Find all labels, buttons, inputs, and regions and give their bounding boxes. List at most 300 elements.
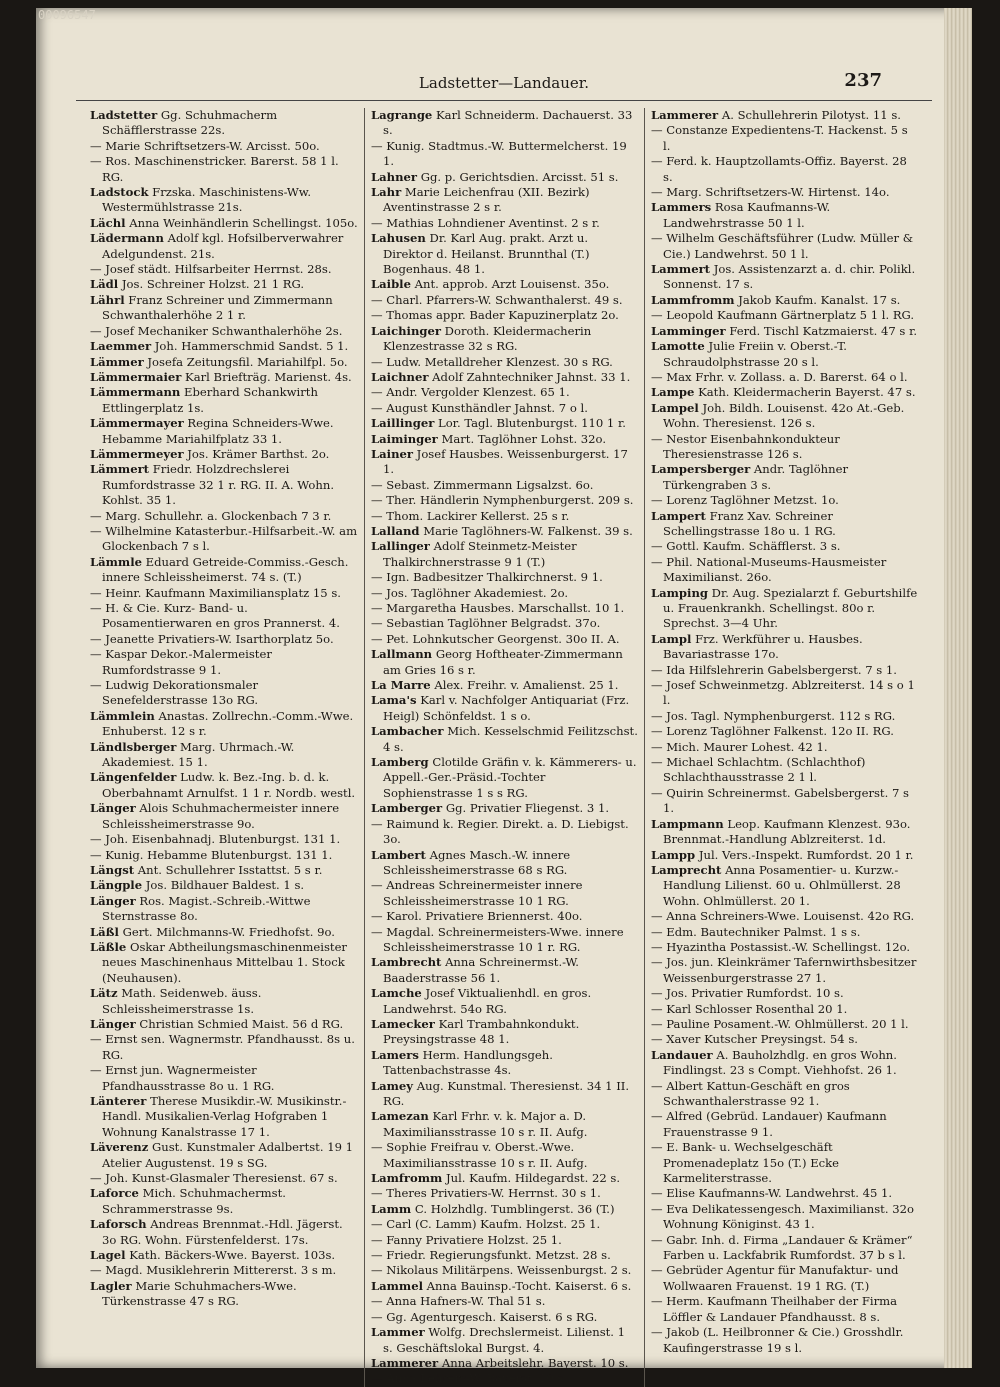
directory-entry <box>90 801 358 832</box>
entry-text: — Wilhelm Geschäftsführer (Ludw. Müller & Cie.) Landwehrst. 50 1 l. <box>651 231 914 261</box>
entry-text: — Jakob (L. Heilbronner & Cie.) Grosshdlr. Kaufingerstrasse 19 s l. <box>651 1325 904 1355</box>
entry-text: Franz Xav. Schreiner Schellingstrasse 18o u. 1 RG. <box>663 508 836 538</box>
directory-entry <box>371 848 638 879</box>
directory-entry <box>651 986 918 1001</box>
directory-entry <box>90 324 358 339</box>
directory-entry <box>651 817 918 848</box>
entry-surname: Lamberger <box>371 801 443 816</box>
entry-text: — Lorenz Taglöhner Falkenst. 12o II. RG. <box>651 724 894 739</box>
directory-entry <box>90 1248 358 1263</box>
directory-entry <box>90 848 358 863</box>
entry-text: Adolf Steinmetz-Meister Thalkirchnerstrasse 9 1 (T.) <box>383 539 577 569</box>
directory-entry <box>371 185 638 216</box>
entry-text: Gg. p. Gerichtsdien. Arcisst. 51 s. <box>420 169 619 184</box>
entry-text: Adolf kgl. Hofsilberverwahrer Adelgundenst. 21s. <box>102 231 344 261</box>
directory-entry <box>371 616 638 631</box>
entry-text: Jos. Schreiner Holzst. 21 1 RG. <box>121 277 305 292</box>
directory-entry <box>651 385 918 400</box>
entry-text: — Marg. Schullehr. a. Glockenbach 7 3 r. <box>90 508 332 523</box>
entry-text: Dr. Karl Aug. prakt. Arzt u. Direktor d. Heilanst. Brunnthal (T.) Bogenhaus. 48 1. <box>383 231 590 277</box>
entry-text: — Ida Hilfslehrerin Gabelsbergerst. 7 s 1. <box>651 662 897 677</box>
entry-text: — Anna Schreiners-Wwe. Louisenst. 42o RG. <box>651 909 915 924</box>
directory-entry <box>651 1002 918 1017</box>
directory-entry <box>90 678 358 709</box>
entry-text: — Jos. Privatier Rumfordst. 10 s. <box>651 986 844 1001</box>
entry-surname: Lädermann <box>90 231 164 246</box>
entry-surname: Lährl <box>90 292 125 307</box>
directory-page <box>36 8 972 1386</box>
entry-surname: Lämmert <box>90 462 150 477</box>
entry-surname: Lama's <box>371 693 417 708</box>
entry-surname: Lächl <box>90 215 126 230</box>
entry-text: Clotilde Gräfin v. k. Kämmerers- u. Appell.-Ger.-Präsid.-Tochter Sophienstrasse 1 s s RG. <box>383 755 637 800</box>
directory-entry <box>371 432 638 447</box>
entry-text: Anastas. Zollrechn.-Comm.-Wwe. Enhuberst. 12 s r. <box>102 708 354 739</box>
directory-entry <box>90 863 358 878</box>
entry-text: — Ludw. Metalldreher Klenzest. 30 s RG. <box>371 354 613 369</box>
entry-surname: Landauer <box>651 1047 713 1062</box>
entry-text: — H. & Cie. Kurz- Band- u. Posamentierwaren en gros Prannerst. 4. <box>90 601 340 631</box>
entry-surname: Lampp <box>651 847 696 862</box>
entry-text: — Thom. Lackirer Kellerst. 25 s r. <box>371 508 570 523</box>
entry-text: Anna Posamentier- u. Kurzw.-Handlung Lilienst. 60 u. Ohlmüllerst. 28 Wohn. Ohlmüllerst. 20 1. <box>663 862 901 908</box>
entry-text: Ant. approb. Arzt Louisenst. 35o. <box>414 277 610 292</box>
directory-entry <box>371 478 638 493</box>
directory-entry <box>371 755 638 801</box>
entry-text: — Michael Schlachtm. (Schlachthof) Schlachthausstrasse 2 1 l. <box>651 755 866 785</box>
directory-entry <box>371 370 638 385</box>
directory-entry <box>651 1017 918 1032</box>
entry-text: — Fanny Privatiere Holzst. 25 1. <box>371 1232 562 1247</box>
directory-entry <box>90 894 358 925</box>
entry-surname: Lalland <box>371 523 420 538</box>
directory-entry <box>90 1094 358 1140</box>
entry-text: — Max Frhr. v. Zollass. a. D. Barerst. 64 o l. <box>651 369 908 384</box>
entry-surname: Länger <box>90 1016 136 1031</box>
directory-entry <box>371 170 638 185</box>
entry-text: — Ferd. k. Hauptzollamts-Offiz. Bayerst. 28 s. <box>651 154 907 184</box>
directory-entry <box>90 586 358 601</box>
directory-entry <box>90 185 358 216</box>
directory-entry <box>651 293 918 308</box>
entry-text: — Thomas appr. Bader Kapuzinerplatz 2o. <box>371 308 619 323</box>
entry-surname: Lamecker <box>371 1016 435 1031</box>
directory-entry <box>371 447 638 478</box>
directory-entry <box>90 416 358 447</box>
directory-entry <box>651 154 918 185</box>
entry-text: Marie Leichenfrau (XII. Bezirk) Aventinstrasse 2 s r. <box>383 185 590 215</box>
entry-text: — Jeanette Privatiers-W. Isarthorplatz 5o. <box>90 631 334 646</box>
entry-text: Anna Weinhändlerin Schellingst. 105o. <box>129 215 358 230</box>
entry-text: — Albert Kattun-Geschäft en gros Schwanthalerstrasse 92 1. <box>651 1078 850 1108</box>
entry-surname: Länger <box>90 801 136 816</box>
entry-surname: Lamey <box>371 1078 414 1093</box>
directory-entry <box>90 878 358 893</box>
entry-surname: Lampert <box>651 508 706 523</box>
directory-entry <box>651 370 918 385</box>
directory-entry <box>651 401 918 432</box>
entry-text: — Gottl. Kaufm. Schäfflerst. 3 s. <box>651 539 841 554</box>
entry-text: — Phil. National-Museums-Hausmeister Maximilianst. 26o. <box>651 554 887 585</box>
directory-entry <box>651 231 918 262</box>
entry-text: Marie Schuhmachers-Wwe. Türkenstrasse 47 s RG. <box>102 1278 297 1309</box>
directory-entry <box>651 555 918 586</box>
directory-entry <box>90 108 358 139</box>
entry-surname: Laichinger <box>371 323 441 338</box>
directory-entry <box>90 339 358 354</box>
directory-entry <box>651 1140 918 1186</box>
directory-entry <box>371 216 638 231</box>
directory-entry <box>651 262 918 293</box>
entry-text: Mart. Taglöhner Lohst. 32o. <box>441 431 607 446</box>
directory-entry <box>651 1186 918 1201</box>
entry-surname: Läßle <box>90 939 127 954</box>
entry-text: — Edm. Bautechniker Palmst. 1 s s. <box>651 924 861 939</box>
entry-text: — Ernst jun. Wagnermeister Pfandhausstrasse 8o u. 1 RG. <box>90 1063 275 1093</box>
directory-entry <box>371 955 638 986</box>
directory-entry <box>90 1186 358 1217</box>
margin-id: 00096547 <box>38 8 96 22</box>
entry-text: — Quirin Schreinermst. Gabelsbergerst. 7 s 1. <box>651 785 909 816</box>
entry-surname: Lämmermann <box>90 385 181 400</box>
entry-text: — Andreas Schreinermeister innere Schleissheimerstrasse 10 1 RG. <box>371 878 583 908</box>
entry-text: — Wilhelmine Katasterbur.-Hilfsarbeit.-W. am Glockenbach 7 s l. <box>90 523 358 554</box>
entry-surname: Lämmle <box>90 554 142 569</box>
entry-text: Jos. Assistenzarzt a. d. chir. Polikl. Sonnenst. 17 s. <box>663 262 916 292</box>
directory-columns <box>84 108 924 1387</box>
directory-entry <box>371 139 638 170</box>
entry-text: Regina Schneiders-Wwe. Hebamme Mariahilfplatz 33 1. <box>102 416 334 446</box>
entry-text: — Eva Delikatessengesch. Maximilianst. 32o Wohnung Königinst. 43 1. <box>651 1201 914 1232</box>
directory-entry <box>371 1140 638 1171</box>
directory-entry <box>371 1263 638 1278</box>
entry-text: — Carl (C. Lamm) Kaufm. Holzst. 25 1. <box>371 1217 601 1232</box>
directory-entry <box>371 1079 638 1110</box>
column-1 <box>84 108 364 1387</box>
entry-surname: Lagrange <box>371 108 433 122</box>
directory-entry <box>651 1263 918 1294</box>
entry-text: — Sebastian Taglöhner Belgradst. 37o. <box>371 616 601 631</box>
entry-text: Kath. Bäckers-Wwe. Bayerst. 103s. <box>129 1248 336 1263</box>
entry-text: Christian Schmied Maist. 56 d RG. <box>139 1016 344 1031</box>
directory-entry <box>90 385 358 416</box>
entry-surname: Ladstetter <box>90 108 158 122</box>
directory-entry <box>371 1186 638 1201</box>
entry-text: — Anna Hafners-W. Thal 51 s. <box>371 1294 546 1309</box>
entry-surname: Lambrecht <box>371 955 442 970</box>
entry-text: Kath. Kleidermacherin Bayerst. 47 s. <box>698 385 916 400</box>
entry-text: — Pauline Posament.-W. Ohlmüllerst. 20 1 l. <box>651 1016 909 1031</box>
entry-text: — Mich. Maurer Lohest. 42 1. <box>651 739 828 754</box>
running-head: Ladstetter—Landauer. <box>418 74 590 92</box>
entry-surname: Ländlsberger <box>90 739 177 754</box>
entry-surname: Lainer <box>371 446 413 461</box>
directory-entry <box>651 724 918 739</box>
entry-text: Eberhard Schankwirth Ettlingerplatz 1s. <box>102 385 318 415</box>
directory-entry <box>651 1109 918 1140</box>
entry-text: Jakob Kaufm. Kanalst. 17 s. <box>738 292 901 307</box>
entry-surname: Länterer <box>90 1094 147 1108</box>
entry-text: — Nestor Eisenbahnkondukteur Theresienstrasse 126 s. <box>651 431 840 461</box>
directory-entry <box>90 555 358 586</box>
entry-text: — Gabr. Inh. d. Firma „Landauer & Krämer“ Farben u. Lackfabrik Rumfordst. 37 b s l. <box>651 1232 913 1263</box>
directory-entry <box>371 1371 638 1386</box>
entry-surname: Lahr <box>371 185 402 200</box>
directory-entry <box>90 462 358 508</box>
entry-text: Alex. Freihr. v. Amalienst. 25 1. <box>434 678 619 693</box>
directory-entry <box>651 108 918 123</box>
entry-surname: Lahner <box>371 169 418 184</box>
entry-surname: Längst <box>90 862 135 877</box>
directory-entry <box>371 231 638 277</box>
entry-surname: Laillinger <box>371 416 435 431</box>
entry-text: Therese Musikdir.-W. Musikinstr.-Handl. Musikalien-Verlag Hofgraben 1 Wohnung Kanalstrasse 17 1. <box>102 1094 347 1139</box>
directory-entry <box>651 324 918 339</box>
entry-surname: Längenfelder <box>90 770 177 785</box>
entry-surname: Lamping <box>651 585 708 600</box>
entry-surname: Lämmermeyer <box>90 446 184 461</box>
directory-entry <box>651 509 918 540</box>
entry-text: — Alfred (Gebrüd. Landauer) Kaufmann Frauenstrasse 9 1. <box>651 1109 887 1139</box>
entry-text: — Jos. Taglöhner Akademiest. 2o. <box>371 585 569 600</box>
entry-text: Ant. Schullehrer Isstattst. 5 s r. <box>137 862 323 877</box>
directory-entry <box>371 647 638 678</box>
entry-text: — Charl. Pfarrers-W. Schwanthalerst. 49 s. <box>371 292 623 307</box>
entry-surname: Lämmlein <box>90 708 155 723</box>
entry-surname: Laemmer <box>90 339 152 354</box>
entry-text: — Pet. Lohnkutscher Georgenst. 30o II. A. <box>371 631 620 646</box>
page-number: 237 <box>844 70 882 91</box>
entry-surname: Lammers <box>651 200 712 215</box>
directory-entry <box>651 493 918 508</box>
entry-surname: Lämmer <box>90 354 144 369</box>
entry-text: Herm. Handlungsgeh. Tattenbachstrasse 4s. <box>383 1047 553 1078</box>
entry-text: Ros. Magist.-Schreib.-Wittwe Sternstrasse 8o. <box>102 893 311 924</box>
directory-entry <box>90 277 358 292</box>
entry-text: Andreas Brennmat.-Hdl. Jägerst. 3o RG. Wohn. Fürstenfelderst. 17s. <box>102 1217 343 1247</box>
directory-entry <box>651 1325 918 1356</box>
entry-surname: Lahusen <box>371 231 426 246</box>
entry-text: — Magdal. Schreinermeisters-Wwe. innere Schleissheimerstrasse 10 1 r. RG. <box>371 924 624 954</box>
directory-entry <box>651 1202 918 1233</box>
entry-text: Frz. Werkführer u. Hausbes. Bavariastrasse 17o. <box>663 631 863 662</box>
directory-entry <box>90 1279 358 1310</box>
entry-text: Anna Bauinsp.-Tocht. Kaiserst. 6 s. <box>426 1278 632 1293</box>
entry-text: Aug. Kunstmal. Theresienst. 34 1 II. RG. <box>383 1078 630 1108</box>
entry-surname: Lambert <box>371 847 426 862</box>
entry-text: Doroth. Kleidermacherin Klenzestrasse 32 s RG. <box>383 323 592 354</box>
directory-entry <box>90 216 358 231</box>
entry-text: Math. Seidenweb. äuss. Schleissheimerstrasse 1s. <box>102 986 262 1016</box>
entry-text: Karl Schneiderm. Dachauerst. 33 s. <box>383 108 633 138</box>
entry-text: — Josef städt. Hilfsarbeiter Herrnst. 28s. <box>90 262 332 277</box>
entry-surname: Lamberg <box>371 755 429 770</box>
directory-entry <box>651 940 918 955</box>
directory-entry <box>371 1325 638 1356</box>
directory-entry <box>371 1233 638 1248</box>
directory-entry <box>90 1217 358 1248</box>
directory-entry <box>651 925 918 940</box>
entry-surname: Lamfromm <box>371 1171 443 1186</box>
directory-entry <box>90 986 358 1017</box>
entry-surname: Lampl <box>651 631 692 646</box>
directory-entry <box>371 817 638 848</box>
entry-text: — Kunig. Stadtmus.-W. Buttermelcherst. 19 1. <box>371 138 627 169</box>
directory-entry <box>651 678 918 709</box>
entry-text: — Ludwig Dekorationsmaler Senefelderstrasse 13o RG. <box>90 678 259 708</box>
entry-text: Dr. Aug. Spezialarzt f. Geburtshilfe u. Frauenkrankh. Schellingst. 80o r. Sprechst. 3—4 Uhr. <box>663 585 918 631</box>
entry-text: Karl Frhr. v. k. Major a. D. Maximiliansstrasse 10 s r. II. Aufg. <box>383 1109 588 1139</box>
directory-entry <box>90 770 358 801</box>
entry-surname: Lammfromm <box>651 292 735 307</box>
entry-surname: Lamezan <box>371 1109 429 1124</box>
entry-surname: Ladstock <box>90 185 149 200</box>
entry-text: — Gebrüder Agentur für Manufaktur- und Wollwaaren Frauenst. 19 1 RG. (T.) <box>651 1263 899 1293</box>
entry-text: — Xaver Kutscher Preysingst. 54 s. <box>651 1032 858 1047</box>
directory-entry <box>90 832 358 847</box>
entry-text: Wolfg. Drechslermeist. Lilienst. 1 s. Geschäftslokal Burgst. 4. <box>383 1325 626 1355</box>
entry-text: Andr. Taglöhner Türkengraben 3 s. <box>663 462 849 492</box>
entry-text: Jos. Bildhauer Baldest. 1 s. <box>145 878 305 893</box>
entry-surname: Lamers <box>371 1047 419 1062</box>
entry-text: Jul. Kaufm. Hildegardst. 22 s. <box>445 1171 621 1186</box>
entry-text: — Marie Schriftsetzers-W. Arcisst. 50o. <box>90 138 320 153</box>
entry-text: Gg. Schuhmacherm Schäfflerstrasse 22s. <box>102 108 278 138</box>
entry-text: — Ther. Händlerin Nymphenburgerst. 209 s. <box>371 493 634 508</box>
entry-surname: Lampersberger <box>651 462 751 477</box>
directory-entry <box>651 1032 918 1047</box>
directory-entry <box>90 1140 358 1171</box>
entry-surname: Lallmann <box>371 647 433 662</box>
directory-entry <box>90 740 358 771</box>
entry-text: A. Bauholzhdlg. en gros Wohn. Findlingst. 23 s Compt. Viehhofst. 26 1. <box>663 1047 897 1078</box>
directory-entry <box>371 1356 638 1371</box>
directory-entry <box>90 370 358 385</box>
entry-surname: Längple <box>90 878 143 893</box>
entry-text: Julie Freiin v. Oberst.-T. Schraudolphstrasse 20 s l. <box>663 339 847 369</box>
entry-text: — Ernst sen. Wagnermstr. Pfandhausst. 8s u. RG. <box>90 1032 355 1062</box>
directory-entry <box>651 339 918 370</box>
entry-text: — Sophie Freifrau v. Oberst.-Wwe. Maximiliansstrasse 10 s r. II. Aufg. <box>371 1140 588 1170</box>
entry-text: — Josef Mechaniker Schwanthalerhöhe 2s. <box>90 323 343 338</box>
column-2 <box>364 108 644 1387</box>
directory-entry <box>651 955 918 986</box>
directory-entry <box>371 1310 638 1325</box>
directory-entry <box>371 878 638 909</box>
directory-entry <box>371 108 638 139</box>
directory-entry <box>371 539 638 570</box>
directory-entry <box>90 355 358 370</box>
directory-entry <box>90 940 358 986</box>
directory-entry <box>371 401 638 416</box>
entry-text: Karl Briefträg. Marienst. 4s. <box>185 369 352 384</box>
entry-text: — Nikolaus Militärpens. Weissenburgst. 2 s. <box>371 1263 632 1278</box>
directory-entry <box>371 1217 638 1232</box>
entry-text: Marie Taglöhners-W. Falkenst. 39 s. <box>423 523 633 538</box>
entry-text: Josef Hausbes. Weissenburgerst. 17 1. <box>383 446 628 477</box>
directory-entry <box>90 1017 358 1032</box>
directory-entry <box>651 909 918 924</box>
directory-entry <box>90 293 358 324</box>
entry-surname: Lamminger <box>651 323 726 338</box>
entry-text: Gust. Kunstmaler Adalbertst. 19 1 Atelier Augustenst. 19 s SG. <box>102 1140 354 1170</box>
entry-text: — Josef Schweinmetzg. Ablzreiterst. 14 s o 1 l. <box>651 678 915 708</box>
entry-surname: Laiminger <box>371 431 438 446</box>
directory-entry <box>651 586 918 632</box>
directory-entry <box>651 539 918 554</box>
directory-entry <box>371 925 638 956</box>
directory-entry <box>90 632 358 647</box>
entry-text: Adolf Zahntechniker Jahnst. 33 1. <box>432 369 631 384</box>
entry-text: — Ign. Badbesitzer Thalkirchnerst. 9 1. <box>371 570 603 585</box>
directory-entry <box>90 509 358 524</box>
entry-text: — Joh. Kunst-Glasmaler Theresienst. 67 s. <box>90 1171 338 1186</box>
entry-text: Jos. Krämer Barthst. 2o. <box>187 446 330 461</box>
entry-text: — Lorenz Taglöhner Metzst. 1o. <box>651 493 839 508</box>
directory-entry <box>90 709 358 740</box>
entry-text: — Raimund k. Regier. Direkt. a. D. Liebigst. 3o. <box>371 816 629 847</box>
entry-text: Josef Viktualienhdl. en gros. Landwehrst. 54o RG. <box>383 986 592 1016</box>
entry-text: Alois Schuhmachermeister innere Schleissheimerstrasse 9o. <box>102 801 340 831</box>
directory-entry <box>651 432 918 463</box>
directory-entry <box>651 185 918 200</box>
entry-text: Gg. Privatier Fliegenst. 3 1. <box>445 801 610 816</box>
entry-text: Frzska. Maschinistens-Ww. Westermühlstrasse 21s. <box>102 185 312 215</box>
directory-entry <box>371 509 638 524</box>
entry-text: Joh. Bildh. Louisenst. 42o At.-Geb. Wohn. Theresienst. 126 s. <box>663 400 905 431</box>
directory-entry <box>371 678 638 693</box>
entry-surname: Lätz <box>90 986 118 1001</box>
directory-entry <box>90 1063 358 1094</box>
directory-entry <box>651 848 918 863</box>
entry-text: Georg Hoftheater-Zimmermann am Gries 16 s r. <box>383 647 623 677</box>
entry-text: Franz Schreiner und Zimmermann Schwanthalerhöhe 2 1 r. <box>102 292 333 323</box>
entry-surname: Lammert <box>651 262 711 277</box>
entry-text: — Herm. Kaufmann Theilhaber der Firma Löffler & Landauer Pfandhausst. 8 s. <box>651 1294 898 1324</box>
entry-surname: Lammerer <box>651 108 719 122</box>
entry-text: — Jos. jun. Kleinkrämer Tafernwirthsbesitzer Weissenburgerstrasse 27 1. <box>651 955 917 985</box>
directory-entry <box>371 1048 638 1079</box>
entry-text: Lor. Tagl. Blutenburgst. 110 1 r. <box>438 416 626 431</box>
entry-text: — Hyazintha Postassist.-W. Schellingst. 12o. <box>651 939 911 954</box>
directory-entry <box>90 262 358 277</box>
entry-text: — Friedr. Regierungsfunkt. Metzst. 28 s. <box>371 1248 611 1263</box>
directory-entry <box>90 447 358 462</box>
directory-entry <box>371 308 638 323</box>
entry-text: — Ros. Maschinenstricker. Barerst. 58 1 l. RG. <box>90 154 339 184</box>
directory-entry <box>651 123 918 154</box>
directory-entry <box>371 986 638 1017</box>
entry-text: — Karol. Privatiere Briennerst. 40o. <box>371 909 583 924</box>
directory-entry <box>651 1048 918 1079</box>
directory-entry <box>651 462 918 493</box>
entry-text: Mich. Schuhmachermst. Schrammerstrasse 9s. <box>102 1186 286 1216</box>
entry-text: Friedr. Holzdrechslerei Rumfordstrasse 32 1 r. RG. II. A. Wohn. Kohlst. 35 1. <box>102 462 335 508</box>
directory-entry <box>371 586 638 601</box>
entry-text: — Constanze Expedientens-T. Hackenst. 5 s l. <box>651 123 908 153</box>
entry-text: Josefa Zeitungsfil. Mariahilfpl. 5o. <box>147 354 348 369</box>
directory-entry <box>90 231 358 262</box>
entry-text: — Leopold Kaufmann Gärtnerplatz 5 1 l. RG. <box>651 308 915 323</box>
entry-text: — Andr. Vergolder Klenzest. 65 1. <box>371 385 570 400</box>
entry-surname: Lamm <box>371 1201 412 1216</box>
directory-entry <box>90 154 358 185</box>
directory-entry <box>90 1263 358 1278</box>
entry-surname: Laforce <box>90 1186 139 1201</box>
entry-surname: Lampmann <box>651 816 724 831</box>
directory-entry <box>371 293 638 308</box>
entry-text: Gert. Milchmanns-W. Friedhofst. 9o. <box>122 924 335 939</box>
